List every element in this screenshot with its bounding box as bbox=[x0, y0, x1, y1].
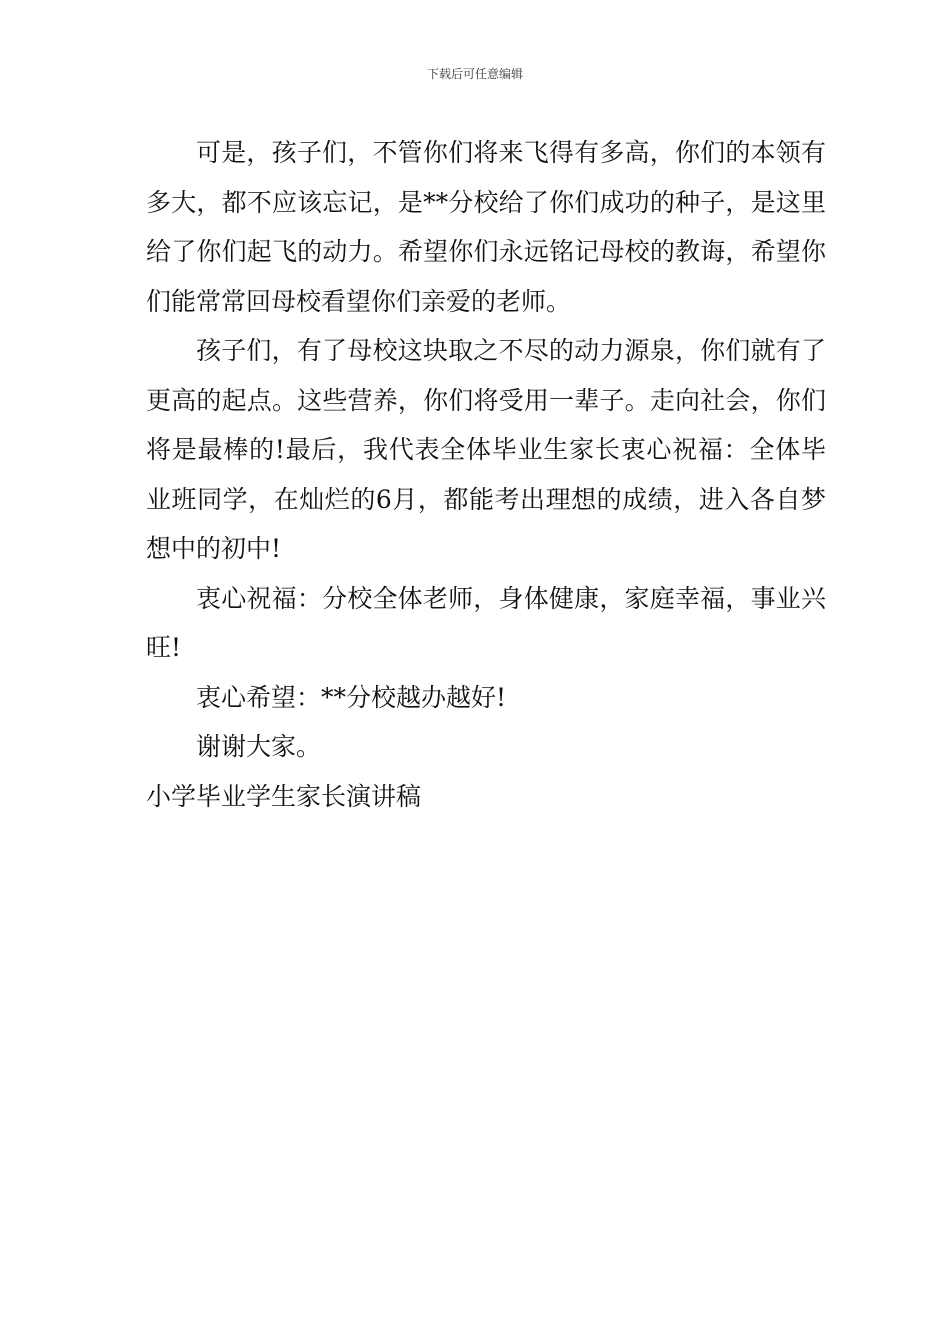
closing-line: 谢谢大家。 bbox=[196, 732, 322, 761]
body-paragraph: 孩子们，有了母校这块取之不尽的动力源泉，你们就有了更高的起点。这些营养，你们将受用一辈子。走向社会，你们将是最棒的!最后，我代表全体毕业生家长衷心祝福：全体毕业班同学，在灿烂的6月，都能考出理想的成绩，进入各自梦想中的初中! bbox=[146, 336, 826, 563]
document-body bbox=[146, 128, 826, 821]
document-title: 小学毕业学生家长演讲稿 bbox=[146, 781, 422, 811]
body-paragraph: 衷心祝福：分校全体老师，身体健康，家庭幸福，事业兴旺! bbox=[146, 583, 826, 662]
page-header: 下载后可任意编辑 bbox=[426, 67, 523, 81]
body-paragraph: 可是，孩子们，不管你们将来飞得有多高，你们的本领有多大，都不应该忘记，是**分校给了你们成功的种子，是这里给了你们起飞的动力。希望你们永远铭记母校的教诲，希望你们能常常回母校看望你们亲爱的老师。 bbox=[146, 138, 826, 316]
body-paragraph: 衷心希望：**分校越办越好! bbox=[196, 682, 507, 712]
